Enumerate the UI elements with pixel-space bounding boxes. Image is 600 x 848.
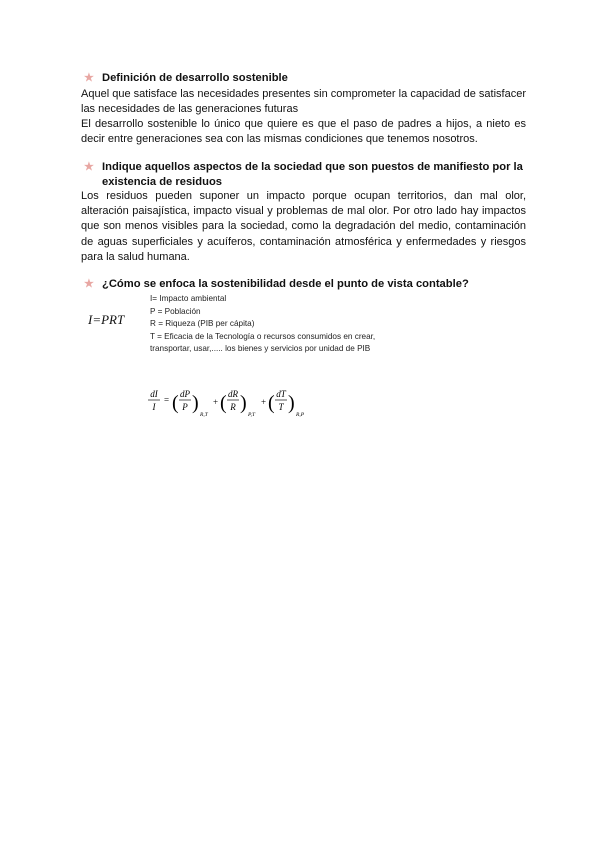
variable-item: transportar, usar,..... los bienes y servicios por unidad de PIB xyxy=(150,344,371,354)
differential-equation xyxy=(145,385,345,425)
paragraph: El desarrollo sostenible lo único que quiere es que el paso de padres a hijos, a nieto es decir entre generaciones sea con las mismas condiciones que tenemos nosotros. xyxy=(81,118,526,146)
term-numerator: dT xyxy=(276,389,286,399)
term-subscript: R,P xyxy=(296,412,305,418)
term-denominator: T xyxy=(278,402,284,412)
heading-text: Definición de desarrollo sostenible xyxy=(102,72,288,84)
term-subscript: P,T xyxy=(248,412,256,418)
term-numerator: dP xyxy=(180,389,190,399)
paragraph: Aquel que satisface las necesidades presentes sin comprometer la capacidad de satisfacer las necesidades de las generaciones futuras xyxy=(81,88,526,116)
term-denominator: P xyxy=(182,402,188,412)
plus-sign: + xyxy=(261,397,267,407)
heading-text: Indique aquellos aspectos de la sociedad que son puestos de manifiesto por la existencia de residuos xyxy=(102,161,523,188)
formula-ipat: I=PRT xyxy=(88,312,125,327)
heading-text: ¿Cómo se enfoca la sostenibilidad desde el punto de vista contable? xyxy=(102,278,469,290)
left-paren: ( xyxy=(268,392,275,414)
left-paren: ( xyxy=(172,392,179,414)
plus-sign: + xyxy=(213,397,219,407)
term-numerator: dR xyxy=(228,389,238,399)
variable-item: R = Riqueza (PIB per cápita) xyxy=(150,319,255,329)
equals-sign: = xyxy=(164,395,170,405)
variable-item: T = Eficacia de la Tecnología o recursos consumidos en crear, xyxy=(150,331,376,341)
left-paren: ( xyxy=(220,392,227,414)
section-heading-contable xyxy=(84,277,534,292)
variable-item: P = Población xyxy=(150,306,201,316)
right-paren: ) xyxy=(240,392,247,414)
star-bullet-icon: ★ xyxy=(84,72,94,84)
lhs-numerator: dI xyxy=(150,389,158,399)
section-heading-residuos xyxy=(84,160,534,190)
star-bullet-icon: ★ xyxy=(84,278,94,290)
paragraph: Los residuos pueden suponer un impacto porque ocupan territorios, dan mal olor, alteración paisajística, impacto visual y problemas de mal olor. Por otro lado hay impactos que son menos visibles para la sociedad, como la degradación del medio, contaminación de aguas superficiales y acuíferos, contaminación atmosférica y enfermedades y riesgos para la salud humana. xyxy=(81,190,526,263)
variable-item: I= Impacto ambiental xyxy=(150,294,227,303)
formula-variable-list xyxy=(150,293,480,356)
lhs-denominator: I xyxy=(152,402,156,412)
star-bullet-icon: ★ xyxy=(84,161,94,173)
term-denominator: R xyxy=(230,402,236,412)
right-paren: ) xyxy=(192,392,199,414)
term-subscript: R,T xyxy=(200,412,208,418)
right-paren: ) xyxy=(288,392,295,414)
section-heading-definition xyxy=(84,71,534,86)
